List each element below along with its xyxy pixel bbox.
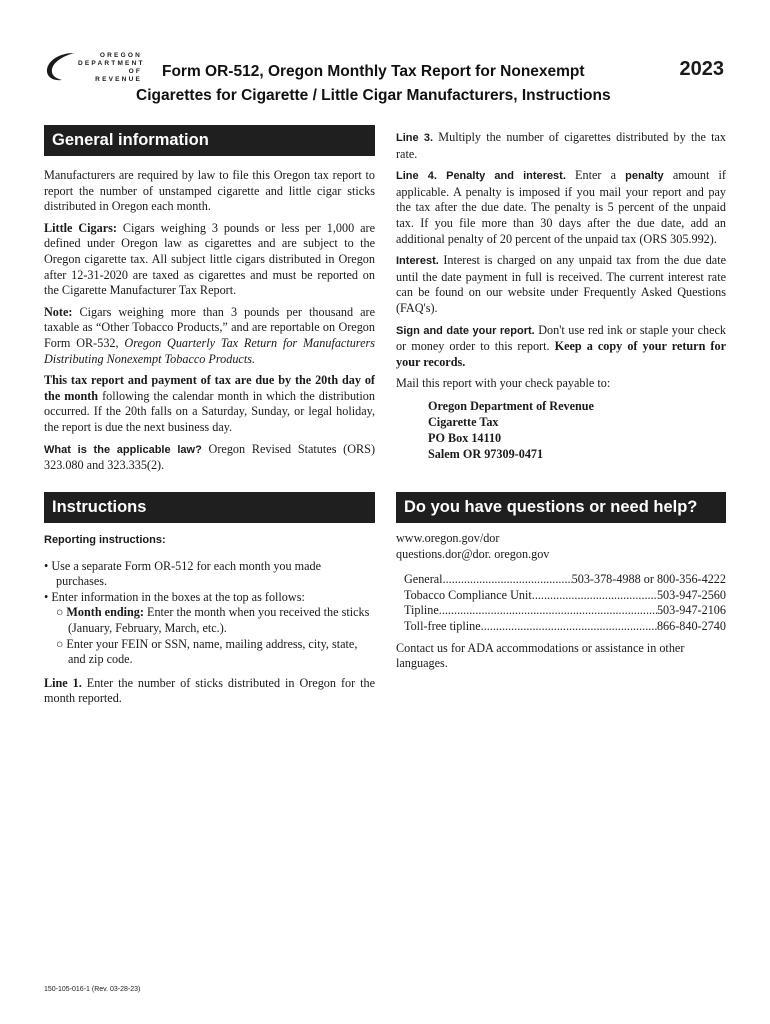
title-line-1: Form OR-512, Oregon Monthly Tax Report for Nonexempt — [162, 63, 585, 80]
sign-label: Sign and date your report. — [396, 324, 535, 337]
due-date-bold: This tax report and payment of tax are due by the 20th day of the month — [44, 373, 375, 403]
line-1-label: Line 1. — [44, 675, 82, 690]
contact-row — [396, 603, 726, 619]
contact-label: Tobacco Compliance Unit — [404, 587, 532, 602]
month-ending-label: ○ Month ending: — [56, 605, 144, 620]
general-information-section — [44, 125, 375, 480]
instructions-section — [44, 492, 375, 713]
sign-text: Don't use red ink or staple your check or money order to this report. — [396, 322, 726, 354]
little-cigars-text: Cigars weighing 3 pounds or less per 1,000 are defined under Oregon law as cigarettes and are subject to the Oregon cigarette tax. All subject little cigars distributed in Oregon after 12-31-2020 are taxed as cigarettes and must be reported on the Cigarette Manufacturer Tax Report. — [44, 220, 375, 298]
keep-copy-text: Keep a copy of your return for your records. — [396, 339, 726, 369]
agency-line-2: DEPARTMENT — [78, 60, 145, 67]
note-label: Note: — [44, 304, 73, 319]
interest-label: Interest. — [396, 255, 439, 268]
list-item — [44, 605, 375, 636]
line-4-label: Line 4. Penalty and interest. — [396, 170, 566, 183]
form-revision-code: 150-105-016-1 (Rev. 03-28-23) — [44, 986, 141, 993]
line-4-paragraph — [396, 168, 726, 247]
line-4-text: Enter a — [565, 168, 626, 183]
interest-paragraph — [396, 253, 726, 316]
list-item: • Use a separate Form OR-512 for each month you made purchases. — [44, 558, 322, 589]
list-item: • Enter information in the boxes at the top as follows: — [44, 589, 305, 604]
tax-year: 2023 — [679, 58, 724, 80]
contact-list — [396, 572, 726, 634]
little-cigars-paragraph — [44, 221, 375, 299]
address-line-2: Cigarette Tax — [428, 414, 499, 429]
contact-row — [396, 572, 726, 588]
title-line-2: Cigarettes for Cigarette / Little Cigar Manufacturers, Instructions — [136, 87, 611, 104]
applicable-law-label: What is the applicable law? — [44, 443, 202, 456]
contact-label: Toll-free tipline — [404, 618, 481, 633]
ada-note: Contact us for ADA accommodations or assistance in other languages. — [396, 640, 685, 671]
due-date-paragraph — [44, 373, 375, 435]
agency-name — [78, 52, 145, 84]
reporting-instructions-label: Reporting instructions: — [44, 534, 166, 546]
website-link[interactable]: www.oregon.gov/dor — [396, 531, 500, 545]
line-instructions-section — [396, 130, 726, 468]
address-line-3: PO Box 14110 — [428, 430, 502, 445]
oregon-logo-icon — [44, 50, 78, 84]
applicable-law-paragraph — [44, 442, 375, 474]
contact-label: Tipline — [404, 603, 439, 618]
general-information-heading: General information — [44, 125, 375, 156]
instructions-list — [44, 559, 375, 668]
interest-text: Interest is charged on any unpaid tax from the due date until the date payment in full is received. The current interest rate can be found on our website under Frequently Asked Questions (FAQ's). — [396, 253, 726, 315]
line-4-text-rest: amount if applicable. A penalty is imposed if you mail your report and pay the tax after the due date. The penalty is 5 percent of the unpaid tax. If you file more than 30 days after the due date, add an additional penalty of 20 percent of the unpaid tax (ORS 305.992). — [396, 168, 726, 246]
help-section — [396, 492, 726, 678]
agency-logo — [44, 50, 144, 84]
line-3-text: Multiply the number of cigarettes distributed by the tax rate. — [396, 130, 726, 161]
applicable-law-text: Oregon Revised Statutes (ORS) 323.080 and 323.335(2). — [44, 441, 376, 473]
mailing-address — [396, 398, 726, 462]
contact-row — [396, 588, 726, 604]
contact-number: 503-947-2560 — [656, 587, 726, 602]
little-cigars-label: Little Cigars: — [44, 220, 117, 235]
due-date-text: following the calendar month in which the distribution occurred. If the 20th falls on a Saturday, Sunday, or legal holiday, the report is due the next business day. — [44, 388, 375, 434]
instructions-heading: Instructions — [44, 492, 375, 523]
address-line-4: Salem OR 97309-0471 — [428, 446, 544, 461]
general-intro: Manufacturers are required by law to file this Oregon tax report to report the number of unstamped cigarette and little cigar sticks distributed in Oregon each month. — [44, 168, 375, 214]
agency-line-3: OF REVENUE — [95, 68, 142, 83]
line-1-paragraph — [44, 676, 375, 707]
penalty-word: penalty — [625, 170, 664, 183]
agency-line-1: OREGON — [99, 52, 142, 59]
address-line-1: Oregon Department of Revenue — [428, 398, 594, 413]
note-form-title: Oregon Quarterly Tax Return for Manufacturers Distributing Nonexempt Tobacco Products. — [44, 335, 375, 366]
contact-number: 866-840-2740 — [656, 618, 726, 633]
line-3-paragraph — [396, 130, 726, 162]
line-1-text: Enter the number of sticks distributed in Oregon for the month reported. — [44, 675, 375, 706]
contact-number: 503-378-4988 or 800-356-4222 — [571, 572, 726, 587]
mail-instruction: Mail this report with your check payable to: — [396, 376, 611, 391]
list-item: ○ Enter your FEIN or SSN, name, mailing address, city, state, and zip code. — [56, 636, 358, 667]
email-link[interactable]: questions.dor@dor. oregon.gov — [396, 546, 550, 561]
contact-number: 503-947-2106 — [656, 603, 726, 618]
contact-row — [396, 619, 726, 635]
month-ending-text: Enter the month when you received the sticks (January, February, March, etc.). — [68, 605, 370, 635]
line-3-label: Line 3. — [396, 132, 434, 144]
contact-label: General — [404, 572, 443, 587]
note-text: Cigars weighing more than 3 pounds per thousand are taxable as “Other Tobacco Products,” and are reportable on Oregon Form OR-532, — [44, 304, 375, 350]
page-title — [136, 60, 656, 108]
note-paragraph — [44, 305, 375, 367]
sign-paragraph — [396, 323, 726, 371]
help-heading: Do you have questions or need help? — [396, 492, 726, 523]
